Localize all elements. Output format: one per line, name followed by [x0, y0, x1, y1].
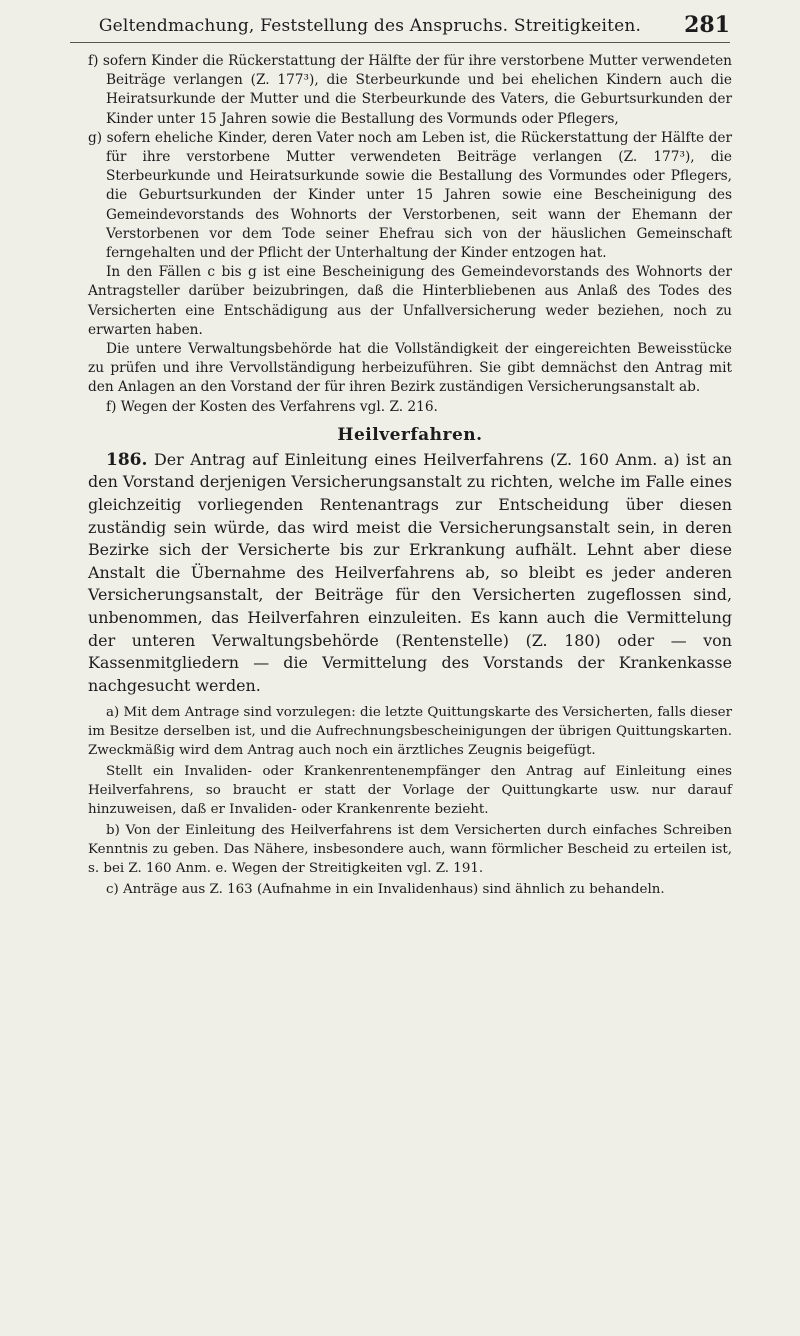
list-item-f: f) sofern Kinder die Rückerstattung der Hälfte der für ihre verstorbene Mutter verwendeten Beiträge verlangen (Z. 177³), die Sterbeurkunde und bei ehelichen Kindern auch die Heiratsurkunde der Mutter und die Sterbeurkunde des Vaters, die Geburtsurkunden der Kinder unter 15 Jahren sowie die Bestallung des Vormunds oder Pflegers,	[88, 53, 732, 127]
note-c	[88, 880, 732, 899]
paragraph-costs: f) Wegen der Kosten des Verfahrens vgl. Z. 216.	[106, 398, 438, 415]
note-c-text: Anträge aus Z. 163 (Aufnahme in ein Invalidenhaus) sind ähnlich zu behandeln.	[123, 882, 665, 898]
note-b	[88, 821, 732, 878]
note-a2: Stellt ein Invaliden- oder Krankenrentenempfänger den Antrag auf Einleitung eines Heilverfahrens, so braucht er statt der Vorlage der Quittungkarte usw. nur darauf hinzuweisen, daß er Invaliden- oder Krankenrente bezieht.	[88, 764, 732, 818]
running-header	[70, 14, 730, 43]
running-title: Geltendmachung, Feststellung des Anspruchs. Streitigkeiten.	[98, 16, 642, 36]
section-text: Der Antrag auf Einleitung eines Heilverfahrens (Z. 160 Anm. a) ist an den Vorstand derjenigen Versicherungsanstalt zu richten, welche im Falle eines gleichzeitig vorliegenden Rentenantrags zur Entscheidung über diesen zuständig sein würde, das wird meist die Versicherungsanstalt sein, in deren Bezirke sich der Versicherte bis zur Erkrankung aufhält. Lehnt aber diese Anstalt die Übernahme des Heilverfahrens ab, so bleibt es jeder anderen Versicherungsanstalt, der Beiträge für den Versicherten zugeflossen sind, unbenommen, das Heilverfahren einzuleiten. Es kann auch die Vermittelung der unteren Verwaltungsbehörde (Rentenstelle) (Z. 180) oder — von Kassenmitgliedern — die Vermittelung des Vorstands der Krankenkasse nachgesucht werden.	[88, 449, 732, 695]
section-heading: Heilverfahren.	[337, 424, 483, 445]
paragraph-certificate: In den Fällen c bis g ist eine Bescheinigung des Gemeindevorstands des Wohnorts der Antragsteller darüber beizubringen, daß die Hinterbliebenen aus Anlaß des Todes des Versicherten eine Entschädigung aus der Unfallversicherung weder beziehen, noch zu erwarten haben.	[88, 264, 732, 338]
note-label-c: c)	[106, 882, 119, 898]
section-number: 186.	[106, 449, 148, 470]
page-content	[88, 52, 732, 899]
note-a1-text: Mit dem Antrage sind vorzulegen: die letzte Quittungskarte des Versicherten, falls dieser im Besitze derselben ist, und die Aufrechnungsbescheinigungen der übrigen Quittungskarten. Zweckmäßig wird dem Antrag auch noch ein ärztliches Zeugnis beigefügt.	[88, 705, 732, 759]
note-b-text: Von der Einleitung des Heilverfahrens ist dem Versicherten durch einfaches Schreiben Kenntnis zu geben. Das Nähere, insbesondere auch, wann förmlicher Bescheid zu erteilen ist, s. bei Z. 160 Anm. e. Wegen der Streitigkeiten vgl. Z. 191.	[88, 823, 732, 877]
note-label-b: b)	[106, 823, 120, 839]
list-item-g: g) sofern eheliche Kinder, deren Vater noch am Leben ist, die Rückerstattung der Hälfte der für ihre verstorbene Mutter verwendeten Beiträge verlangen (Z. 177³), die Sterbeurkunde und Heiratsurkunde sowie die Bestallung des Vormundes oder Pflegers, die Geburtsurkunden der Kinder unter 15 Jahren sowie eine Bescheinigung des Gemeindevorstands des Wohnorts der Verstorbenen, seit wann der Ehemann der Verstorbenen vor dem Tode seiner Ehefrau sich von der häuslichen Gemeinschaft ferngehalten und der Pflicht der Unterhaltung der Kinder entzogen hat.	[88, 129, 732, 262]
section-186	[88, 449, 732, 698]
page-number: 281	[684, 12, 730, 38]
note-a1	[88, 703, 732, 760]
note-label-a: a)	[106, 705, 120, 721]
paragraph-authority: Die untere Verwaltungsbehörde hat die Vollständigkeit der eingereichten Beweisstücke zu prüfen und ihre Vervollständigung herbeizuführen. Sie gibt demnächst den Antrag mit den Anlagen an den Vorstand der für ihren Bezirk zuständigen Versicherungsanstalt ab.	[88, 341, 732, 396]
